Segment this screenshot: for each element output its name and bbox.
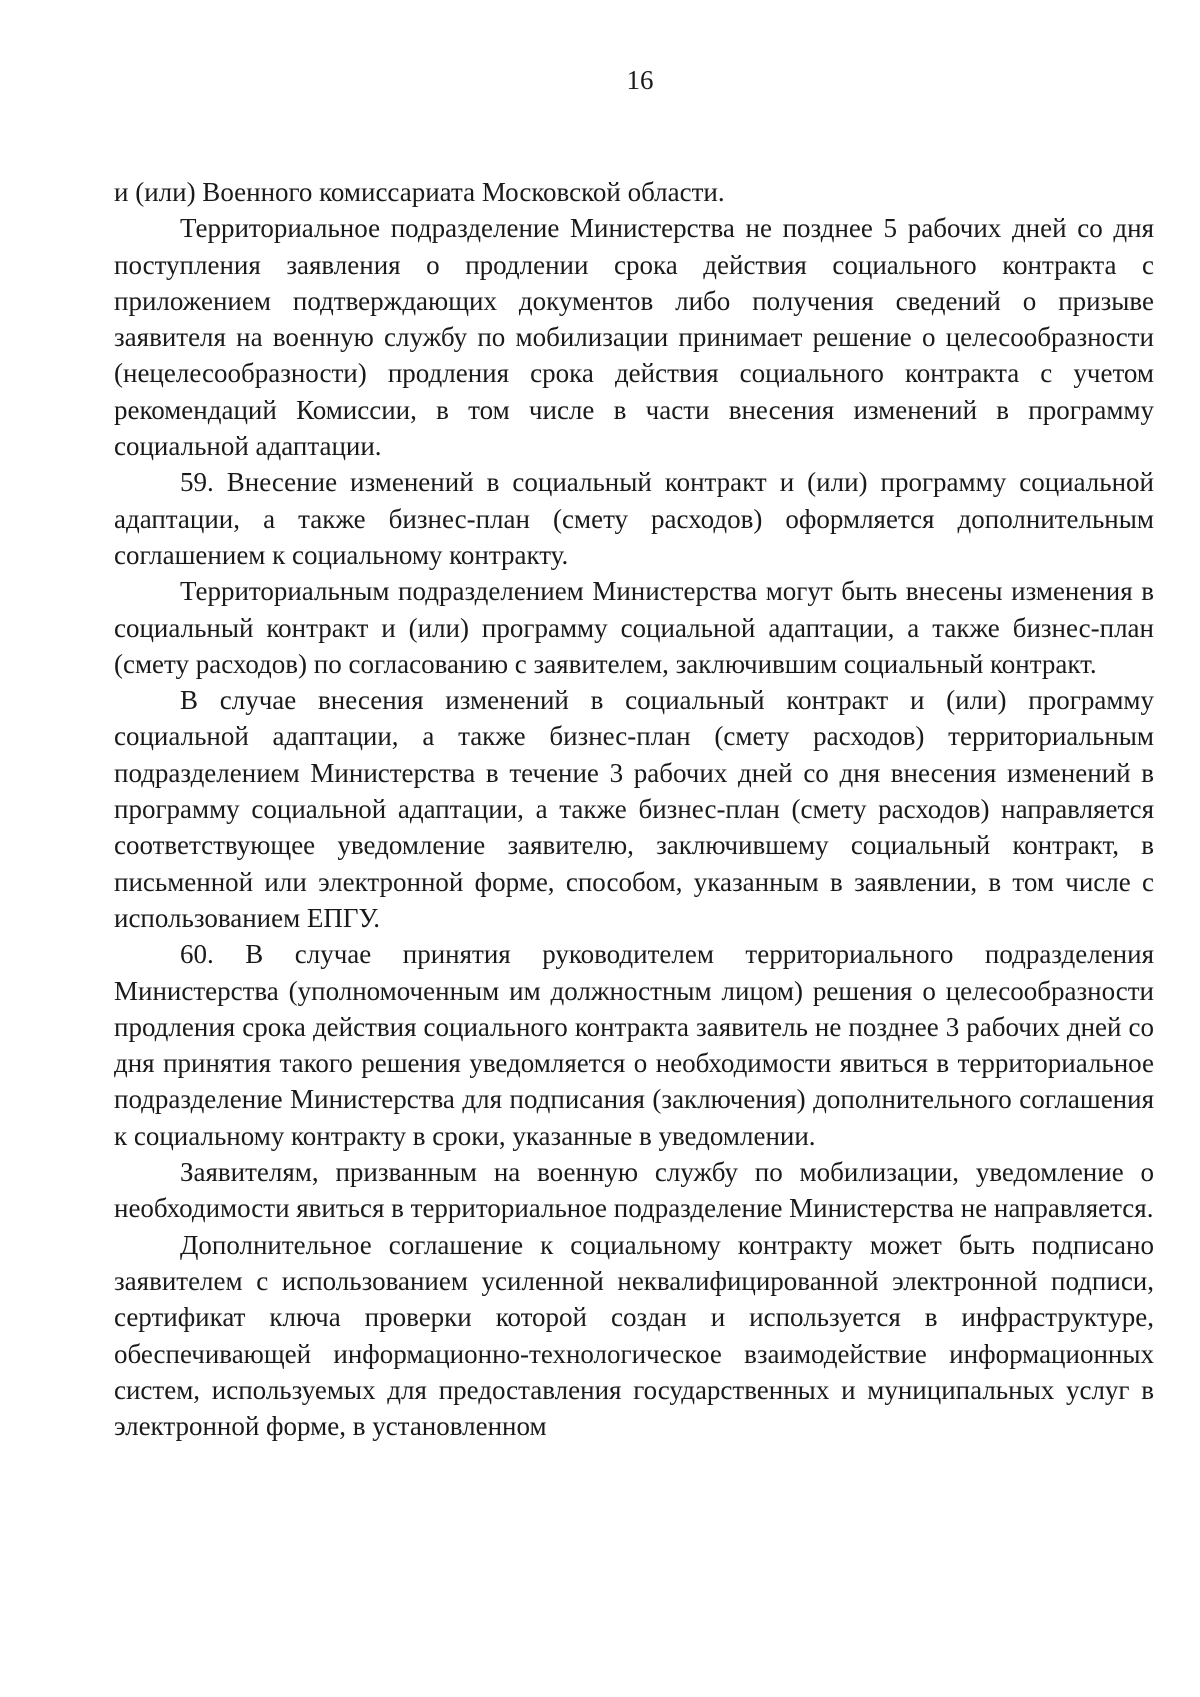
paragraph-territorial-decision: Территориальное подразделение Министерства не позднее 5 рабочих дней со дня поступления заявления о продлении срока действия социального контракта с приложением подтверждающих документов либо получения сведений о призыве заявителя на военную службу по мобилизации принимает решение о целесообразности (нецелесообразности) продления срока действия социального контракта с учетом рекомендаций Комиссии, в том числе в части внесения изменений в программу социальной адаптации. xyxy=(114,213,1154,462)
document-body xyxy=(114,174,1154,1444)
paragraph-clause-60: 60. В случае принятия руководителем территориального подразделения Министерства (уполномоченным им должностным лицом) решения о целесообразности продления срока действия социального контракта заявитель не позднее 3 рабочих дней со дня принятия такого решения уведомляется о необходимости явиться в территориальное подразделение Министерства для подписания (заключения) дополнительного соглашения к социальному контракту в сроки, указанные в уведомлении. xyxy=(114,939,1154,1151)
paragraph-changes-by-agreement: Территориальным подразделением Министерства могут быть внесены изменения в социальный контракт и (или) программу социальной адаптации, а также бизнес-план (смету расходов) по согласованию с заявителем, заключившим социальный контракт. xyxy=(114,576,1154,679)
paragraph-electronic-signature: Дополнительное соглашение к социальному контракту может быть подписано заявителем с использованием усиленной неквалифицированной электронной подписи, сертификат ключа проверки которой создан и используется в инфраструктуре, обеспечивающей информационно-технологическое взаимодействие информационных систем, используемых для предоставления государственных и муниципальных услуг в электронной форме, в установленном xyxy=(114,1229,1154,1442)
page-number: 16 xyxy=(626,65,654,95)
paragraph-continuation: и (или) Военного комиссариата Московской области. xyxy=(114,177,725,207)
paragraph-clause-59: 59. Внесение изменений в социальный контракт и (или) программу социальной адаптации, а также бизнес-план (смету расходов) оформляется дополнительным соглашением к социальному контракту. xyxy=(114,467,1154,570)
paragraph-mobilized-applicants: Заявителям, призванным на военную службу по мобилизации, уведомление о необходимости явиться в территориальное подразделение Министерства не направляется. xyxy=(114,1157,1154,1224)
paragraph-notification-of-changes: В случае внесения изменений в социальный контракт и (или) программу социальной адаптации, а также бизнес-план (смету расходов) территориальным подразделением Министерства в течение 3 рабочих дней со дня внесения изменений в программу социальной адаптации, а также бизнес-план (смету расходов) направляется соответствующее уведомление заявителю, заключившему социальный контракт, в письменной или электронной форме, способом, указанным в заявлении, в том числе с использованием ЕПГУ. xyxy=(114,685,1154,933)
